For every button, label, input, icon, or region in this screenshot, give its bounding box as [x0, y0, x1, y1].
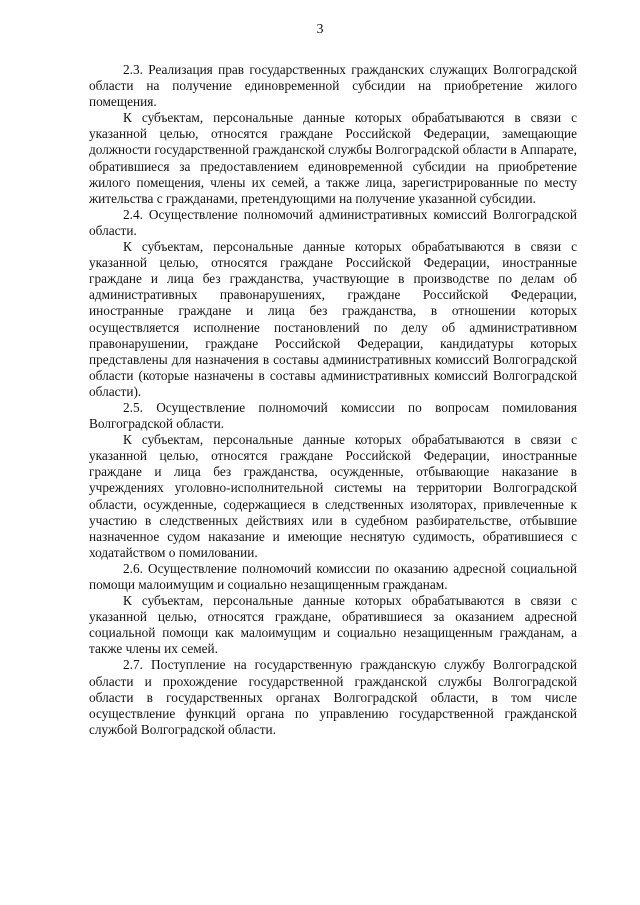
document-body: [89, 62, 577, 738]
paragraph-subjects-2-5: К субъектам, персональные данные которых обрабатываются в связи с указанной целью, относятся граждане Российской Федерации, иностранные граждане и лица без гражданства, осужденные, отбывающие наказание в учреждениях уголовно-исполнительной системы на территории Волгоградской области, осужденные, содержащиеся в следственных изоляторах, привлеченные к участию в следственных действиях или в судебном разбирательстве, отбывшие назначенное судом наказание и имеющие неснятую судимость, обратившиеся с ходатайством о помиловании.: [89, 432, 577, 560]
page-number: 3: [316, 22, 324, 37]
paragraph-subjects-2-3: К субъектам, персональные данные которых обрабатываются в связи с указанной целью, относятся граждане Российской Федерации, замещающие должности государственной гражданской службы Волгоградской области в Аппарате, обратившиеся за предоставлением единовременной субсидии на приобретение жилого помещения, члены их семей, а также лица, зарегистрированные по месту жительства с гражданами, претендующими на получение указанной субсидии.: [89, 110, 577, 206]
paragraph-subjects-2-6: К субъектам, персональные данные которых обрабатываются в связи с указанной целью, относятся граждане, обратившиеся за оказанием адресной социальной помощи как малоимущим и социально незащищенным гражданам, а также члены их семей.: [89, 593, 577, 657]
section-heading-2-7: 2.7. Поступление на государственную гражданскую службу Волгоградской области и прохождение государственной гражданской службы Волгоградской области в государственных органах Волгоградской области, в том числе осуществление функций органа по управлению государственной гражданской службой Волгоградской области.: [89, 657, 577, 737]
section-heading-2-5: 2.5. Осуществление полномочий комиссии по вопросам помилования Волгоградской области.: [89, 399, 577, 432]
section-heading-2-3: 2.3. Реализация прав государственных гражданских служащих Волгоградской области на получение единовременной субсидии на приобретение жилого помещения.: [89, 62, 577, 110]
paragraph-subjects-2-4: К субъектам, персональные данные которых обрабатываются в связи с указанной целью, относятся граждане Российской Федерации, иностранные граждане и лица без гражданства, участвующие в производстве по делам об административных правонарушениях, граждане Российской Федерации, иностранные граждане и лица без гражданства, в отношении которых осуществляется исполнение постановлений по делу об административном правонарушении, граждане Российской Федерации, кандидатуры которых представлены для назначения в составы административных комиссий Волгоградской области (которые назначены в составы административных комиссий Волгоградской области).: [89, 239, 577, 399]
section-heading-2-6: 2.6. Осуществление полномочий комиссии по оказанию адресной социальной помощи малоимущим и социально незащищенным гражданам.: [89, 560, 577, 592]
section-heading-2-4: 2.4. Осуществление полномочий административных комиссий Волгоградской области.: [89, 206, 577, 238]
